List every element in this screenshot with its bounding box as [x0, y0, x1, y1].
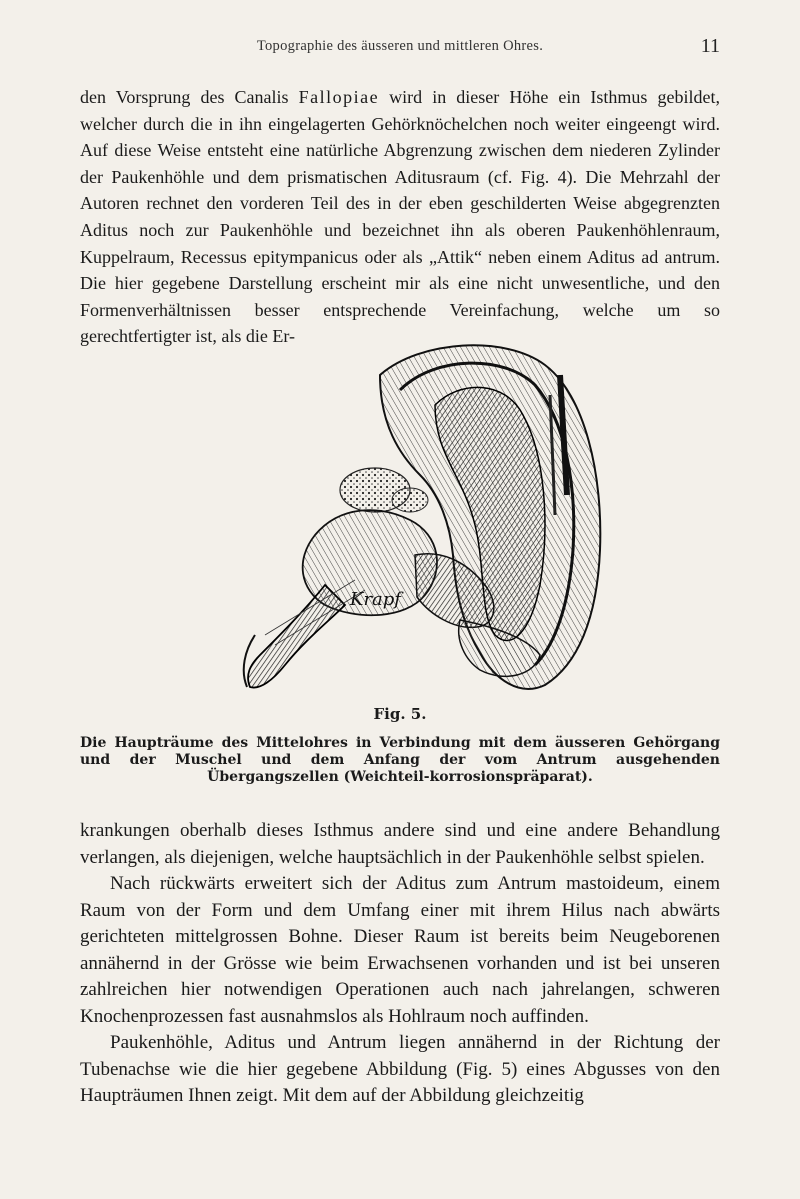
figure-caption: Die Haupträume des Mittelohres in Verbindung mit dem äusseren Gehörgang und der Muschel und dem Anfang der vom Antrum ausgehenden Übergangszellen (Weichteil-korrosionspräparat).	[80, 735, 720, 785]
artist-signature: Krapf	[350, 589, 401, 610]
page-number: 11	[700, 35, 720, 57]
paragraph: krankungen oberhalb dieses Isthmus andere sind und eine andere Behandlung verlangen, als diejenigen, welche hauptsächlich in der Paukenhöhle selbst spielen.	[80, 820, 720, 868]
lower-text-block	[80, 818, 720, 1110]
emphasized-term: Fallopiae	[298, 87, 380, 107]
text-run: wird in dieser Höhe ein Isthmus gebildet, welcher durch die in ihn eingelagerten Gehörknöchelchen noch weiter eingeengt wird. Auf diese Weise entsteht eine natürliche Abgrenzung zwischen dem niederen Zylinder der Paukenhöhle und dem prismatischen Aditusraum (cf. Fig. 4). Die Mehrzahl der Autoren rechnet den vorderen Teil des in der eben geschilderten Weise abgegrenzten Aditus noch zur Paukenhöhle und bezeichnet ihn als oberen Paukenhöhlenraum, Kuppelraum, Recessus epitympanicus oder als „Attik“ neben einem Aditus ad antrum. Die hier gegebene Darstellung erscheint mir als eine nicht unwesentliche, und den Formenverhältnissen besser entsprechende Vereinfachung, welche um so gerechtfertigter ist, als die Er-	[80, 87, 720, 347]
upper-text-block	[80, 84, 720, 350]
paragraph: Paukenhöhle, Aditus und Antrum liegen annähernd in der Richtung der Tubenachse wie die hier gegebene Abbildung (Fig. 5) eines Abgusses von den Haupträumen Ihnen zeigt. Mit dem auf der Abbildung gleichzeitig	[80, 1032, 720, 1106]
running-header	[80, 35, 720, 62]
paragraph	[80, 84, 720, 350]
text-run: den Vorsprung des Canalis	[80, 87, 299, 107]
figure-label: Fig. 5.	[373, 705, 427, 723]
ear-illustration	[205, 335, 605, 695]
paragraph: Nach rückwärts erweitert sich der Aditus zum Antrum mastoideum, einem Raum von der Form und dem Umfang einer mit ihrem Hilus nach abwärts gerichteten mittelgrossen Bohne. Dieser Raum ist bereits beim Neugeborenen annähernd in der Grösse wie beim Erwachsenen vorhanden und ist bei unseren zahlreichen hier notwendigen Operationen auch nach jahrelangen, schweren Knochenprozessen fast ausnahmslos als Hohlraum noch auffinden.	[80, 873, 720, 1027]
header-title: Topographie des äusseren und mittleren Ohres.	[256, 38, 544, 54]
ear-cast-drawing	[205, 335, 605, 695]
